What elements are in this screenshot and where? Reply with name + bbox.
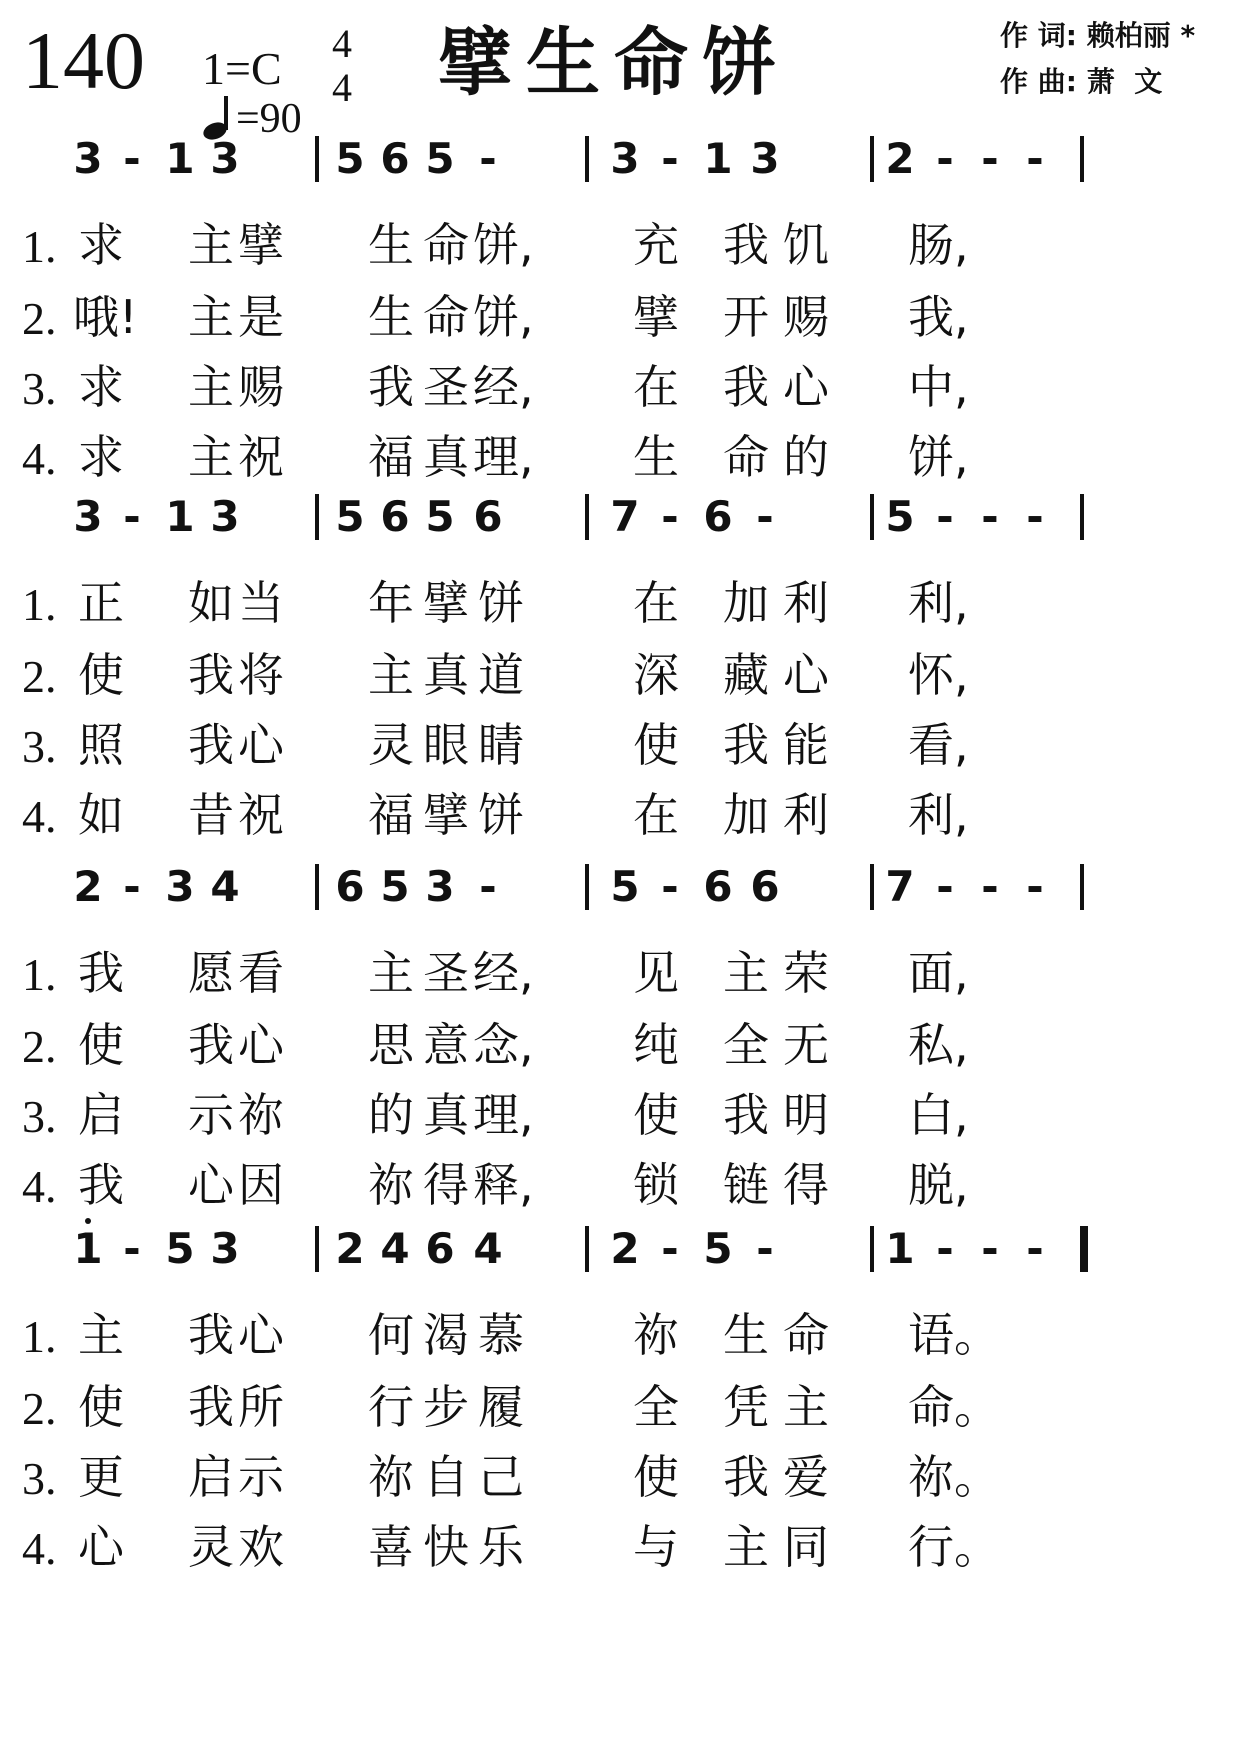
lyric-syllable: 在 bbox=[633, 360, 679, 414]
lyric-syllable: 何 bbox=[368, 1308, 414, 1362]
lyric-syllable: 利 bbox=[783, 576, 829, 630]
lyric-syllable: 我 bbox=[723, 360, 769, 414]
note: 3 bbox=[73, 492, 103, 541]
lyric-syllable: 昔 bbox=[188, 788, 234, 842]
lyric-syllable: 祢 bbox=[238, 1088, 284, 1142]
note: 6 bbox=[750, 862, 780, 911]
lyric-syllable: 我 bbox=[78, 946, 124, 1000]
lyric-syllable: 经, bbox=[473, 946, 534, 1000]
lyric-syllable: 充 bbox=[633, 218, 679, 272]
lyric-syllable: 全 bbox=[723, 1018, 769, 1072]
note: 2 bbox=[610, 1224, 640, 1273]
verse-number: 4. bbox=[22, 1161, 57, 1212]
lyric-syllable: 照 bbox=[78, 718, 124, 772]
lyric-syllable: 明 bbox=[783, 1088, 829, 1142]
lyric-syllable: 能 bbox=[783, 718, 829, 772]
lyric-syllable: 如 bbox=[78, 788, 124, 842]
lyric-syllable: 喜 bbox=[368, 1520, 414, 1574]
lyric-syllable: 我 bbox=[188, 1018, 234, 1072]
note-dash: - bbox=[123, 134, 141, 183]
lyric-syllable: 的 bbox=[368, 1088, 414, 1142]
composer-credit: 作 曲: 萧 文 bbox=[1000, 65, 1163, 98]
note-dash: - bbox=[981, 134, 999, 183]
lyric-syllable: 启 bbox=[78, 1088, 124, 1142]
note: 4 bbox=[210, 862, 240, 911]
note-dash: - bbox=[936, 134, 954, 183]
barline bbox=[585, 864, 589, 910]
lyric-line bbox=[0, 288, 1251, 360]
lyric-syllable: 祝 bbox=[238, 788, 284, 842]
lyric-syllable: 看 bbox=[238, 946, 284, 1000]
lyric-syllable: 所 bbox=[238, 1380, 284, 1434]
lyric-syllable: 乐 bbox=[478, 1520, 524, 1574]
time-signature-numerator: 4 bbox=[332, 21, 352, 66]
note-dash: - bbox=[123, 492, 141, 541]
lyric-syllable: 求 bbox=[78, 218, 124, 272]
lyric-line bbox=[0, 216, 1251, 288]
note-dash: - bbox=[756, 492, 774, 541]
note: 6 bbox=[425, 1224, 455, 1273]
lyric-syllable: 使 bbox=[78, 648, 124, 702]
barline bbox=[870, 136, 874, 182]
lyric-syllable: 如 bbox=[188, 576, 234, 630]
lyric-syllable: 我 bbox=[723, 718, 769, 772]
lyric-syllable: 我 bbox=[188, 1380, 234, 1434]
lyric-syllable: 生 bbox=[723, 1308, 769, 1362]
lyric-syllable: 主 bbox=[188, 430, 234, 484]
verse-number: 2. bbox=[22, 293, 57, 344]
lyric-syllable: 的 bbox=[783, 430, 829, 484]
lyric-syllable: 心 bbox=[78, 1520, 124, 1574]
barline bbox=[315, 1226, 319, 1272]
notation-line bbox=[0, 128, 1251, 198]
note: 1 bbox=[703, 134, 733, 183]
note: 3 bbox=[165, 862, 195, 911]
lyric-syllable: 睛 bbox=[478, 718, 524, 772]
lyric-line bbox=[0, 358, 1251, 430]
lyric-syllable: 主 bbox=[78, 1308, 124, 1362]
lyric-syllable: 愿 bbox=[188, 946, 234, 1000]
note: 6 bbox=[380, 134, 410, 183]
barline bbox=[315, 136, 319, 182]
lyric-syllable: 我 bbox=[723, 218, 769, 272]
barline bbox=[1080, 494, 1084, 540]
verse-number: 3. bbox=[22, 1453, 57, 1504]
lyric-syllable: 意 bbox=[423, 1018, 469, 1072]
key-signature: 1=C bbox=[202, 43, 282, 94]
verse-number: 1. bbox=[22, 949, 57, 1000]
note: 7 bbox=[610, 492, 640, 541]
octave-dot bbox=[85, 1218, 91, 1224]
lyric-syllable: 真 bbox=[423, 430, 469, 484]
note: 3 bbox=[210, 134, 240, 183]
note-dash: - bbox=[123, 1224, 141, 1273]
lyric-syllable: 命 bbox=[423, 218, 469, 272]
note-dash: - bbox=[981, 862, 999, 911]
note: 6 bbox=[473, 492, 503, 541]
lyric-syllable: 心 bbox=[238, 1308, 284, 1362]
lyric-syllable: 主 bbox=[368, 946, 414, 1000]
score-header bbox=[0, 0, 1251, 140]
lyric-syllable: 同 bbox=[783, 1520, 829, 1574]
lyric-syllable: 命 bbox=[423, 290, 469, 344]
lyric-syllable: 祢 bbox=[633, 1308, 679, 1362]
lyric-syllable: 主 bbox=[188, 218, 234, 272]
lyric-syllable: 福 bbox=[368, 788, 414, 842]
note: 5 bbox=[335, 492, 365, 541]
lyric-syllable: 擘 bbox=[423, 788, 469, 842]
lyric-syllable: 饼 bbox=[478, 576, 524, 630]
lyric-syllable: 快 bbox=[423, 1520, 469, 1574]
lyric-syllable: 主 bbox=[368, 648, 414, 702]
lyric-syllable: 肠, bbox=[908, 218, 969, 272]
note: 3 bbox=[210, 492, 240, 541]
lyric-syllable: 语。 bbox=[908, 1308, 1000, 1362]
lyric-syllable: 求 bbox=[78, 360, 124, 414]
lyric-syllable: 中, bbox=[908, 360, 969, 414]
lyric-syllable: 利, bbox=[908, 788, 969, 842]
lyric-syllable: 擘 bbox=[238, 218, 284, 272]
lyric-syllable: 是 bbox=[238, 290, 284, 344]
note: 5 bbox=[425, 492, 455, 541]
lyric-syllable: 荣 bbox=[783, 946, 829, 1000]
verse-number: 2. bbox=[22, 1021, 57, 1072]
lyric-syllable: 理, bbox=[473, 1088, 534, 1142]
lyric-line bbox=[0, 1448, 1251, 1520]
lyric-syllable: 福 bbox=[368, 430, 414, 484]
note-dash: - bbox=[981, 492, 999, 541]
notation-line bbox=[0, 856, 1251, 926]
lyric-syllable: 主 bbox=[723, 946, 769, 1000]
lyric-syllable: 祢。 bbox=[908, 1450, 1000, 1504]
lyric-syllable: 见 bbox=[633, 946, 679, 1000]
hymn-number: 140 bbox=[22, 15, 145, 106]
lyric-syllable: 利 bbox=[783, 788, 829, 842]
lyric-syllable: 使 bbox=[78, 1018, 124, 1072]
note: 5 bbox=[885, 492, 915, 541]
hymn-title: 擘生命饼 bbox=[438, 20, 790, 106]
lyric-syllable: 心 bbox=[238, 718, 284, 772]
lyric-line bbox=[0, 944, 1251, 1016]
verse-number: 3. bbox=[22, 1091, 57, 1142]
notation-line bbox=[0, 486, 1251, 556]
lyric-syllable: 与 bbox=[633, 1520, 679, 1574]
lyric-syllable: 饼, bbox=[473, 290, 534, 344]
lyric-syllable: 更 bbox=[78, 1450, 124, 1504]
lyric-syllable: 示 bbox=[238, 1450, 284, 1504]
lyric-syllable: 全 bbox=[633, 1380, 679, 1434]
lyric-syllable: 真 bbox=[423, 648, 469, 702]
lyric-syllable: 真 bbox=[423, 1088, 469, 1142]
note: 2 bbox=[335, 1224, 365, 1273]
lyric-line bbox=[0, 1306, 1251, 1378]
note-dash: - bbox=[756, 1224, 774, 1273]
lyric-line bbox=[0, 1086, 1251, 1158]
note-dash: - bbox=[661, 1224, 679, 1273]
note: 3 bbox=[210, 1224, 240, 1273]
barline bbox=[1080, 136, 1084, 182]
barline bbox=[315, 494, 319, 540]
lyric-syllable: 加 bbox=[723, 788, 769, 842]
lyric-syllable: 灵 bbox=[368, 718, 414, 772]
note-dash: - bbox=[1026, 862, 1044, 911]
note-dash: - bbox=[1026, 134, 1044, 183]
note: 3 bbox=[73, 134, 103, 183]
note: 1 bbox=[73, 1224, 103, 1273]
lyric-syllable: 链 bbox=[723, 1158, 769, 1212]
verse-number: 1. bbox=[22, 221, 57, 272]
barline bbox=[870, 494, 874, 540]
verse-number: 4. bbox=[22, 433, 57, 484]
lyric-syllable: 示 bbox=[188, 1088, 234, 1142]
lyric-syllable: 眼 bbox=[423, 718, 469, 772]
lyric-syllable: 生 bbox=[368, 290, 414, 344]
lyric-syllable: 擘 bbox=[633, 290, 679, 344]
note-dash: - bbox=[479, 134, 497, 183]
note: 7 bbox=[885, 862, 915, 911]
note-dash: - bbox=[981, 1224, 999, 1273]
time-signature-denominator: 4 bbox=[332, 65, 352, 110]
lyric-syllable: 看, bbox=[908, 718, 969, 772]
lyric-syllable: 因 bbox=[238, 1158, 284, 1212]
time-signature bbox=[322, 21, 362, 112]
lyric-syllable: 理, bbox=[473, 430, 534, 484]
lyric-syllable: 私, bbox=[908, 1018, 969, 1072]
verse-number: 3. bbox=[22, 721, 57, 772]
lyric-syllable: 祢 bbox=[368, 1450, 414, 1504]
note-dash: - bbox=[479, 862, 497, 911]
lyric-line bbox=[0, 786, 1251, 858]
note: 4 bbox=[473, 1224, 503, 1273]
lyric-syllable: 祝 bbox=[238, 430, 284, 484]
lyric-syllable: 凭 bbox=[723, 1380, 769, 1434]
lyric-syllable: 释, bbox=[473, 1158, 534, 1212]
lyric-syllable: 步 bbox=[423, 1380, 469, 1434]
verse-number: 3. bbox=[22, 363, 57, 414]
lyric-syllable: 纯 bbox=[633, 1018, 679, 1072]
lyric-syllable: 我 bbox=[188, 718, 234, 772]
verse-number: 1. bbox=[22, 1311, 57, 1362]
lyric-syllable: 使 bbox=[78, 1380, 124, 1434]
lyric-syllable: 我 bbox=[78, 1158, 124, 1212]
lyric-syllable: 正 bbox=[78, 576, 124, 630]
note: 6 bbox=[703, 862, 733, 911]
lyric-syllable: 渴 bbox=[423, 1308, 469, 1362]
lyric-syllable: 心 bbox=[238, 1018, 284, 1072]
barline bbox=[585, 136, 589, 182]
verse-number: 4. bbox=[22, 791, 57, 842]
note-dash: - bbox=[1026, 492, 1044, 541]
note: 3 bbox=[610, 134, 640, 183]
lyric-syllable: 心 bbox=[783, 360, 829, 414]
verse-number: 2. bbox=[22, 651, 57, 702]
note: 5 bbox=[380, 862, 410, 911]
lyric-syllable: 祢 bbox=[368, 1158, 414, 1212]
note: 3 bbox=[750, 134, 780, 183]
note-dash: - bbox=[1026, 1224, 1044, 1273]
lyric-syllable: 我 bbox=[188, 648, 234, 702]
lyric-syllable: 得 bbox=[423, 1158, 469, 1212]
lyric-syllable: 利, bbox=[908, 576, 969, 630]
notation-line bbox=[0, 1218, 1251, 1288]
note: 5 bbox=[165, 1224, 195, 1273]
lyric-syllable: 使 bbox=[633, 1450, 679, 1504]
note: 5 bbox=[610, 862, 640, 911]
lyric-syllable: 命。 bbox=[908, 1380, 1000, 1434]
tempo-value: =90 bbox=[236, 96, 302, 142]
note-dash: - bbox=[936, 862, 954, 911]
lyric-syllable: 无 bbox=[783, 1018, 829, 1072]
lyric-syllable: 加 bbox=[723, 576, 769, 630]
lyric-syllable: 念, bbox=[473, 1018, 534, 1072]
verse-number: 2. bbox=[22, 1383, 57, 1434]
lyric-syllable: 在 bbox=[633, 576, 679, 630]
note: 6 bbox=[380, 492, 410, 541]
lyric-syllable: 行。 bbox=[908, 1520, 1000, 1574]
note-dash: - bbox=[661, 492, 679, 541]
lyric-syllable: 我 bbox=[723, 1450, 769, 1504]
lyric-syllable: 行 bbox=[368, 1380, 414, 1434]
note-dash: - bbox=[936, 492, 954, 541]
note: 1 bbox=[885, 1224, 915, 1273]
barline bbox=[1080, 864, 1084, 910]
lyric-syllable: 饼, bbox=[908, 430, 969, 484]
lyric-syllable: 欢 bbox=[238, 1520, 284, 1574]
lyric-syllable: 启 bbox=[188, 1450, 234, 1504]
verse-number: 4. bbox=[22, 1523, 57, 1574]
lyric-syllable: 当 bbox=[238, 576, 284, 630]
lyric-syllable: 主 bbox=[723, 1520, 769, 1574]
lyric-syllable: 我 bbox=[188, 1308, 234, 1362]
note: 1 bbox=[165, 492, 195, 541]
lyric-syllable: 主 bbox=[188, 360, 234, 414]
lyric-syllable: 锁 bbox=[633, 1158, 679, 1212]
lyric-line bbox=[0, 1016, 1251, 1088]
lyric-line bbox=[0, 716, 1251, 788]
note-dash: - bbox=[661, 134, 679, 183]
lyric-syllable: 命 bbox=[723, 430, 769, 484]
note: 6 bbox=[335, 862, 365, 911]
note: 6 bbox=[703, 492, 733, 541]
lyric-syllable: 慕 bbox=[478, 1308, 524, 1362]
lyric-syllable: 深 bbox=[633, 648, 679, 702]
lyric-syllable: 将 bbox=[238, 648, 284, 702]
lyric-syllable: 白, bbox=[908, 1088, 969, 1142]
lyric-syllable: 我, bbox=[908, 290, 969, 344]
lyric-syllable: 开 bbox=[723, 290, 769, 344]
note: 3 bbox=[425, 862, 455, 911]
lyric-syllable: 圣 bbox=[423, 946, 469, 1000]
lyric-syllable: 面, bbox=[908, 946, 969, 1000]
lyric-syllable: 赐 bbox=[238, 360, 284, 414]
lyric-line bbox=[0, 1378, 1251, 1450]
lyric-syllable: 饼, bbox=[473, 218, 534, 272]
note-dash: - bbox=[123, 862, 141, 911]
barline bbox=[870, 864, 874, 910]
lyric-syllable: 己 bbox=[478, 1450, 524, 1504]
verse-number: 1. bbox=[22, 579, 57, 630]
lyric-syllable: 道 bbox=[478, 648, 524, 702]
note: 2 bbox=[73, 862, 103, 911]
lyric-syllable: 圣 bbox=[423, 360, 469, 414]
note: 2 bbox=[885, 134, 915, 183]
lyric-syllable: 我 bbox=[368, 360, 414, 414]
note: 5 bbox=[335, 134, 365, 183]
barline bbox=[585, 494, 589, 540]
barline bbox=[585, 1226, 589, 1272]
lyric-syllable: 自 bbox=[423, 1450, 469, 1504]
lyric-syllable: 命 bbox=[783, 1308, 829, 1362]
lyric-line bbox=[0, 1518, 1251, 1590]
barline bbox=[315, 864, 319, 910]
lyric-syllable: 脱, bbox=[908, 1158, 969, 1212]
lyric-syllable: 哦! bbox=[73, 290, 138, 344]
lyric-syllable: 思 bbox=[368, 1018, 414, 1072]
note: 5 bbox=[425, 134, 455, 183]
lyric-syllable: 灵 bbox=[188, 1520, 234, 1574]
lyric-syllable: 生 bbox=[633, 430, 679, 484]
lyric-syllable: 擘 bbox=[423, 576, 469, 630]
lyric-line bbox=[0, 574, 1251, 646]
lyricist-credit: 作 词: 赖柏丽 * bbox=[1000, 19, 1196, 52]
final-barline bbox=[1080, 1226, 1088, 1272]
lyric-syllable: 求 bbox=[78, 430, 124, 484]
note: 5 bbox=[703, 1224, 733, 1273]
barline bbox=[870, 1226, 874, 1272]
lyric-syllable: 我 bbox=[723, 1088, 769, 1142]
lyric-syllable: 赐 bbox=[783, 290, 829, 344]
lyric-syllable: 年 bbox=[368, 576, 414, 630]
lyric-syllable: 主 bbox=[783, 1380, 829, 1434]
lyric-syllable: 藏 bbox=[723, 648, 769, 702]
lyric-syllable: 在 bbox=[633, 788, 679, 842]
lyric-syllable: 使 bbox=[633, 1088, 679, 1142]
lyric-syllable: 得 bbox=[783, 1158, 829, 1212]
lyric-syllable: 心 bbox=[188, 1158, 234, 1212]
lyric-line bbox=[0, 646, 1251, 718]
lyric-syllable: 使 bbox=[633, 718, 679, 772]
lyric-syllable: 履 bbox=[478, 1380, 524, 1434]
note-dash: - bbox=[661, 862, 679, 911]
lyric-syllable: 经, bbox=[473, 360, 534, 414]
lyric-syllable: 生 bbox=[368, 218, 414, 272]
lyric-syllable: 心 bbox=[783, 648, 829, 702]
lyric-syllable: 爱 bbox=[783, 1450, 829, 1504]
lyric-syllable: 饥 bbox=[783, 218, 829, 272]
lyric-syllable: 主 bbox=[188, 290, 234, 344]
note: 4 bbox=[380, 1224, 410, 1273]
note-dash: - bbox=[936, 1224, 954, 1273]
note: 1 bbox=[165, 134, 195, 183]
lyric-syllable: 饼 bbox=[478, 788, 524, 842]
lyric-syllable: 怀, bbox=[908, 648, 969, 702]
